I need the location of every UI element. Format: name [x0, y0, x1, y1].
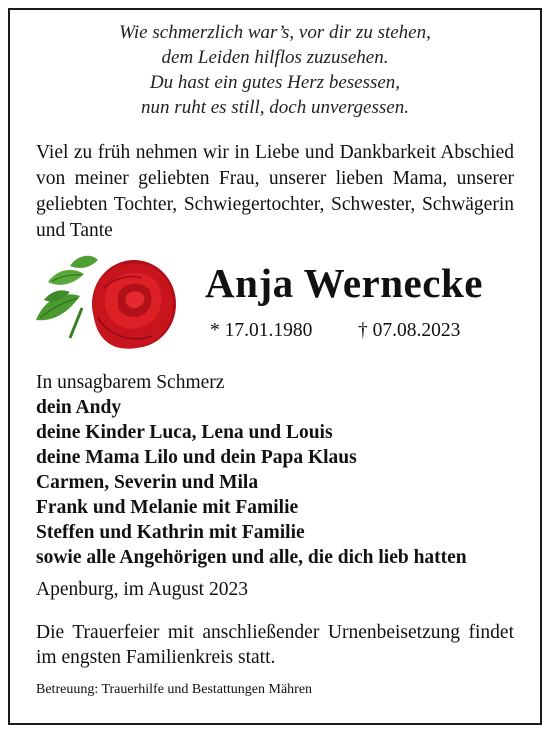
mourner-entry: deine Kinder Luca, Lena und Louis [36, 422, 333, 443]
mourner-entry: Carmen, Severin und Mila [36, 472, 259, 493]
rose-icon [34, 248, 179, 356]
mourner-entry: sowie alle Angehörigen und alle, die dich lieb hatten [36, 547, 467, 568]
funeral-care-credit: Betreuung: Trauerhilfe und Bestattungen Mähren [36, 682, 313, 697]
mourner-entry: Steffen und Kathrin mit Familie [36, 522, 305, 543]
mourner-entry: Frank und Melanie mit Familie [36, 497, 299, 518]
place-date: Apenburg, im August 2023 [36, 579, 248, 600]
mourner-entry: deine Mama Lilo und dein Papa Klaus [36, 447, 357, 468]
poem-line: Wie schmerzlich war’s, vor dir zu stehen, [119, 22, 431, 43]
poem-line: nun ruht es still, doch unvergessen. [141, 97, 409, 118]
death-date: † 07.08.2023 [358, 320, 461, 341]
mourner-entry: dein Andy [36, 397, 122, 418]
mourners-lead: In unsagbarem Schmerz [36, 372, 225, 393]
funeral-info: Die Trauerfeier mit anschließender Urnenbeisetzung findet im engsten Familienkreis statt. [36, 622, 514, 668]
mourners-list [36, 370, 526, 570]
deceased-name: Anja Wernecke [205, 260, 483, 306]
poem-line: dem Leiden hilflos zuzusehen. [161, 47, 389, 68]
poem-line: Du hast ein gutes Herz besessen, [149, 72, 401, 93]
farewell-text: Viel zu früh nehmen wir in Liebe und Dankbarkeit Abschied von meiner geliebten Frau, unserer lieben Mama, unserer geliebten Tochter, Schwiegertochter, Schwester, Schwägerin und Tante [36, 142, 514, 241]
birth-date: * 17.01.1980 [210, 320, 313, 341]
memorial-poem [0, 20, 550, 120]
